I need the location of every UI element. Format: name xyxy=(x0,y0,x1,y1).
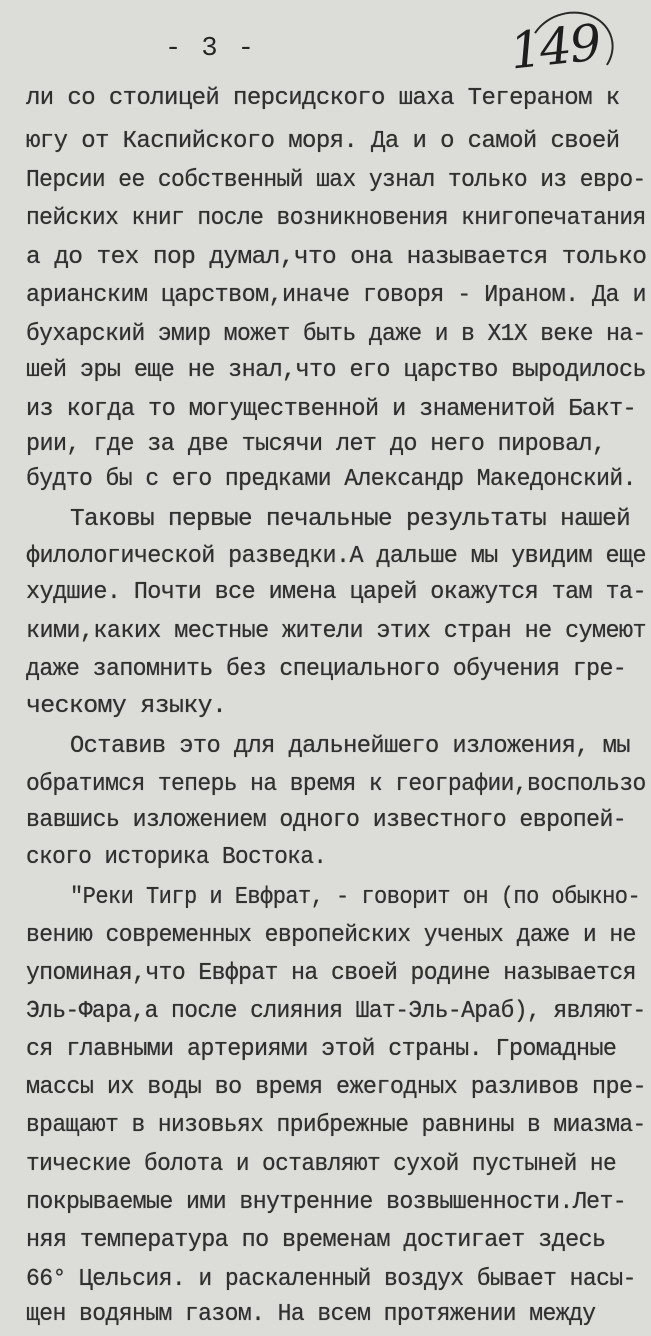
text-line: худшие. Почти все имена царей окажутся там та- xyxy=(26,579,646,606)
text-line: тические болота и оставляют сухой пустыней не xyxy=(26,1151,617,1178)
text-line: ческому языку. xyxy=(26,693,227,720)
text-line: вению современных европейских ученых даже и не xyxy=(26,922,636,949)
archive-number: 149 xyxy=(507,13,603,81)
text-line: пейских книг после возникновения книгопечатания xyxy=(26,205,646,232)
text-line: ся главными артериями этой страны. Громадные xyxy=(26,1036,617,1063)
text-line: покрываемые ими внутренние возвышенности.Лет- xyxy=(26,1189,627,1216)
text-line: будто бы с его предками Александр Македонский. xyxy=(26,466,636,493)
text-line: из когда то могущественной и знаменитой Бакт- xyxy=(26,396,637,423)
text-line: а до тех пор думал,что она называется только xyxy=(26,244,647,271)
text-line: Персии ее собственный шах узнал только из евро- xyxy=(26,167,646,194)
text-line: югу от Каспийского моря. Да и о самой своей xyxy=(26,128,620,155)
text-line: массы их воды во время ежегодных разливов пре- xyxy=(26,1074,646,1101)
text-line: шей эры еще не знал,что его царство выродилось xyxy=(26,357,646,384)
text-line: упоминая,что Евфрат на своей родине называется xyxy=(26,960,636,987)
text-line: обратимся теперь на время к географии,воспользо xyxy=(26,771,646,798)
text-line: рии, где за две тысячи лет до него пировал, xyxy=(26,431,606,458)
text-line: арианским царством,иначе говоря - Ираном. Да и xyxy=(26,282,646,309)
text-line: кими,каких местные жители этих стран не сумеют xyxy=(26,618,646,645)
text-line: даже запомнить без специального обучения гре- xyxy=(26,656,627,683)
text-line: вавшись изложением одного известного европей- xyxy=(26,807,627,834)
text-line: 66° Цельсия. и раскаленный воздух бывает насы- xyxy=(26,1266,636,1293)
text-line: Таковы первые печальные результаты нашей xyxy=(70,506,631,533)
text-line: Оставив это для дальнейшего изложения, мы xyxy=(70,733,630,760)
text-line: бухарский эмир может быть даже и в Х1Х веке на- xyxy=(26,321,646,348)
page-number: - 3 - xyxy=(165,34,257,64)
text-line: щен водяным газом. На всем протяжении между xyxy=(26,1301,596,1328)
text-line: ли со столицей персидского шаха Тегераном к xyxy=(26,85,620,112)
text-line: вращают в низовьях прибрежные равнины в миазма- xyxy=(26,1112,646,1139)
text-line: филологической разведки.А дальше мы увидим еще xyxy=(26,543,646,570)
text-line: няя температура по временам достигает здесь xyxy=(26,1227,606,1254)
text-line: "Реки Тигр и Евфрат, - говорит он (по обыкно- xyxy=(70,884,641,911)
text-line: ского историка Востока. xyxy=(26,844,327,871)
text-line: Эль-Фара,а после слияния Шат-Эль-Араб), являют- xyxy=(26,998,646,1025)
